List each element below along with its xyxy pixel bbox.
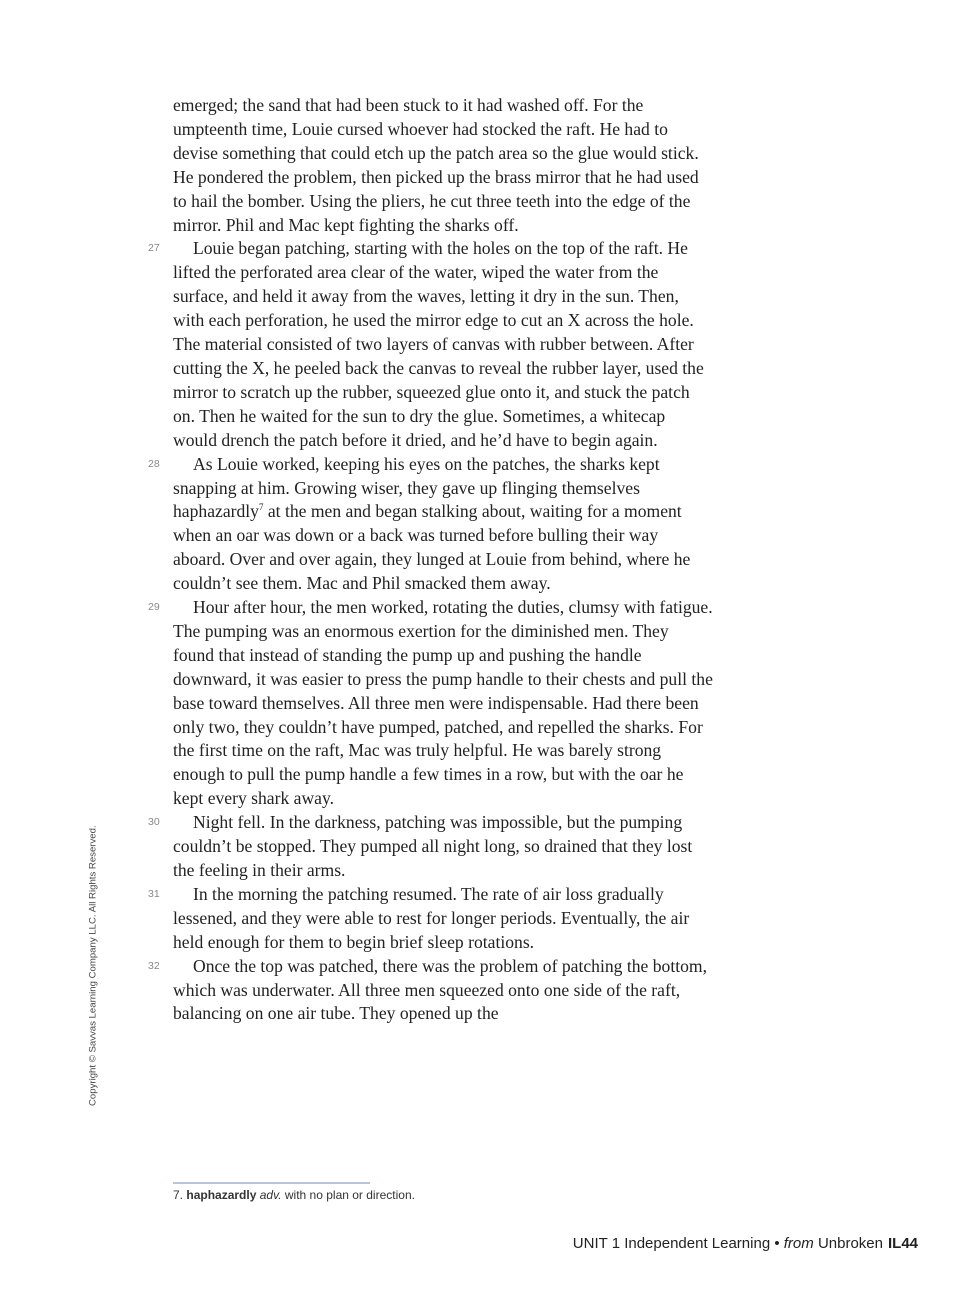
paragraph-number: 29 (148, 601, 160, 614)
footer-from: from (783, 1235, 814, 1252)
footnote-divider (173, 1182, 370, 1184)
paragraph-28 (148, 453, 713, 596)
footnote-definition: with no plan or direction. (284, 1188, 415, 1202)
footnote-marker[interactable]: 7 (258, 502, 264, 513)
footnote-number: 7. (173, 1188, 184, 1202)
paragraph-text: Louie began patching, starting with the holes on the top of the raft. He lifted the perforated area clear of the water, wiped the water from the surface, and held it away from the waves, letting it dry in the sun. Then, with each perforation, he used the mirror edge to cut an X across the hole. The material consisted of two layers of canvas with rubber between. After cutting the X, he peeled back the canvas to reveal the rubber layer, used the mirror to scratch up the rubber, squeezed glue onto it, and stuck the patch on. Then he waited for the sun to dry the glue. Sometimes, a whitecap would drench the patch before it dried, and he’d have to begin again. (173, 238, 704, 450)
copyright-notice: Copyright © Savvas Learning Company LLC. All Rights Reserved. (87, 825, 99, 1106)
paragraph-continuation (173, 94, 713, 237)
page-number: IL44 (887, 1235, 918, 1252)
paragraph-text: In the morning the patching resumed. The rate of air loss gradually lessened, and they were able to rest for longer periods. Eventually, the air held enough for them to begin brief sleep rotations. (173, 883, 690, 952)
paragraph-text: As Louie worked, keeping his eyes on the patches, the sharks kept snapping at him. Growing wiser, they gave up flinging themselves haphazardly (173, 453, 660, 522)
paragraph-number: 31 (148, 887, 160, 900)
paragraph-27 (148, 237, 713, 452)
paragraph-text: Once the top was patched, there was the problem of patching the bottom, which was underwater. All three men squeezed onto one side of the raft, balancing on one air tube. They opened up the (173, 955, 707, 1024)
body-text (148, 94, 713, 1026)
paragraph-32 (148, 955, 713, 1027)
paragraph-31 (148, 883, 713, 955)
paragraph-number: 28 (148, 457, 160, 470)
paragraph-30 (148, 811, 713, 883)
footnote-term: haphazardly (186, 1188, 257, 1202)
footer-unit: UNIT 1 Independent Learning • (572, 1235, 780, 1252)
paragraph-number: 30 (148, 816, 160, 829)
footer-title: Unbroken (817, 1235, 883, 1252)
paragraph-number: 27 (148, 242, 160, 255)
paragraph-text: Hour after hour, the men worked, rotating the duties, clumsy with fatigue. The pumping was an enormous exertion for the diminished men. They found that instead of standing the pump up and pushing the handle downward, it was easier to press the pump handle to their chests and pull the base toward themselves. All three men were indispensable. Had there been only two, they couldn’t have pumped, patched, and repelled the sharks. For the first time on the raft, Mac was truly helpful. He was barely strong enough to pull the pump handle a few times in a row, but with the oar he kept every shark away. (173, 597, 713, 809)
paragraph-text: emerged; the sand that had been stuck to it had washed off. For the umpteenth time, Louie cursed whoever had stocked the raft. He had to devise something that could etch up the patch area so the glue would stick. He pondered the problem, then picked up the brass mirror that he had used to hail the bomber. Using the pliers, he cut three teeth into the edge of the mirror. Phil and Mac kept fighting the sharks off. (173, 95, 699, 235)
footnote (173, 1187, 673, 1203)
running-footer (573, 1235, 918, 1252)
footnote-part-of-speech: adv. (259, 1188, 282, 1202)
paragraph-29 (148, 596, 713, 811)
paragraph-text: Night fell. In the darkness, patching was impossible, but the pumping couldn’t be stopped. They pumped all night long, so drained that they lost the feeling in their arms. (173, 812, 693, 880)
paragraph-number: 32 (148, 959, 160, 972)
paragraph-text: at the men and began stalking about, waiting for a moment when an oar was down or a back was turned before bulling their way aboard. Over and over again, they lunged at Louie from behind, where he couldn’t see them. Mac and Phil smacked them away. (173, 501, 691, 594)
